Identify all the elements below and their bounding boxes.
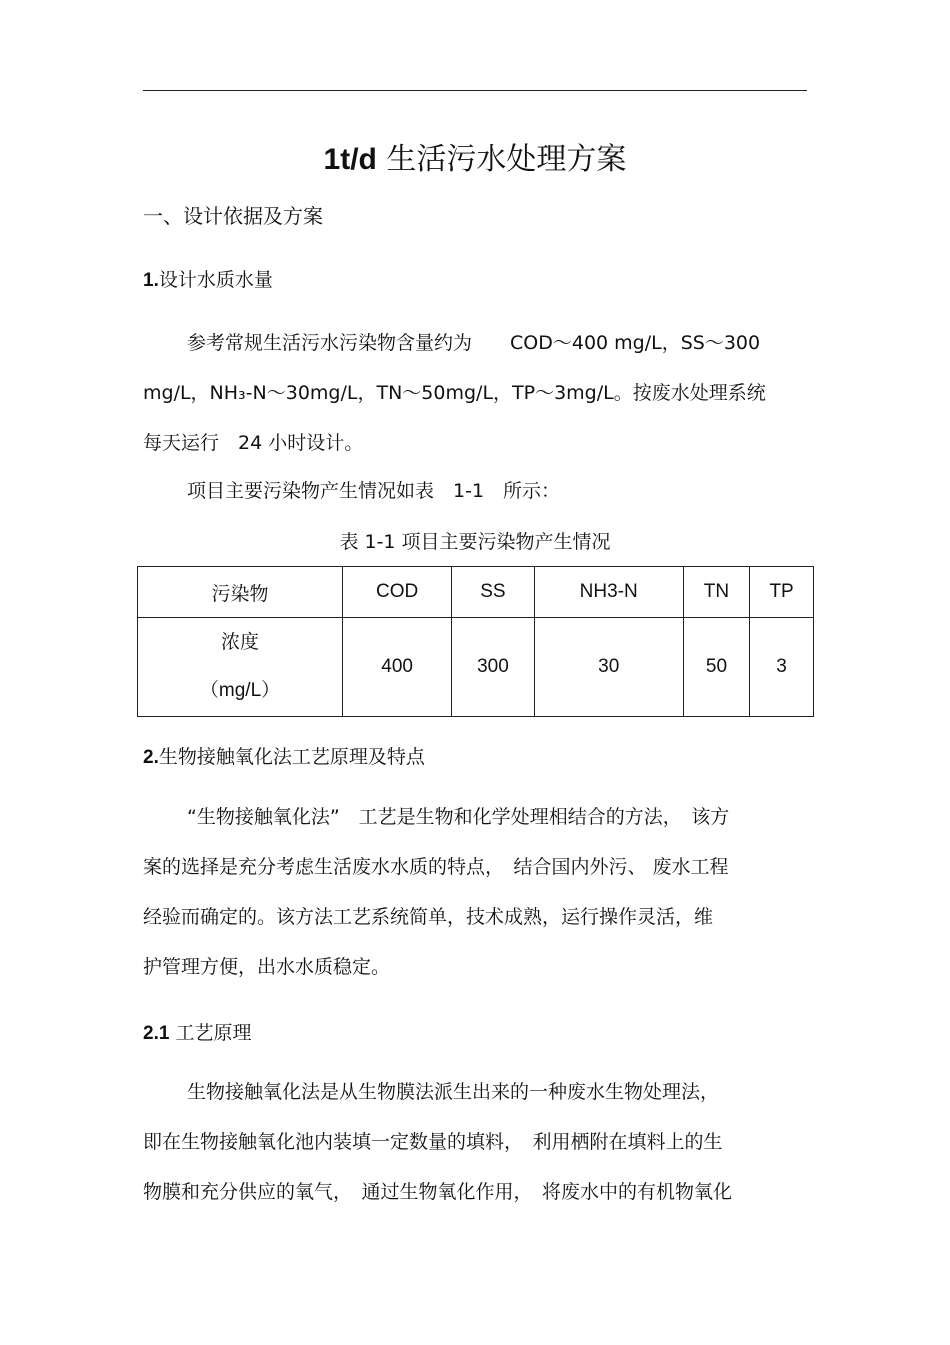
row-label-line: 浓度 xyxy=(221,632,260,653)
paragraph-line: 经验而确定的。该方法工艺系统简单，技术成熟，运行操作灵活，维 xyxy=(143,906,714,928)
table-cell: 50 xyxy=(683,618,749,717)
title-capacity: 1t/d xyxy=(323,143,377,176)
subsection-number: 2.1 xyxy=(143,1023,170,1044)
subsection-heading-2 xyxy=(143,740,425,775)
table-header-cell: NH3-N xyxy=(534,567,683,618)
paragraph-table-intro xyxy=(143,466,813,516)
table-header-cell: TN xyxy=(683,567,749,618)
paragraph-process-principle xyxy=(143,1067,813,1217)
paragraph-line: 即在生物接触氧化池内装填一定数量的填料， 利用栖附在填料上的生 xyxy=(143,1131,723,1153)
paragraph-line: 护管理方便，出水水质稳定。 xyxy=(143,956,391,978)
paragraph-line: “生物接触氧化法” 工艺是生物和化学处理相结合的方法， 该方 xyxy=(187,806,730,828)
paragraph-process-intro xyxy=(143,792,813,992)
table-header-cell: COD xyxy=(343,567,452,618)
header-rule xyxy=(143,90,807,91)
subsection-heading-2-1 xyxy=(143,1016,251,1051)
title-text: 生活污水处理方案 xyxy=(376,142,627,177)
section-heading-1: 一、设计依据及方案 xyxy=(143,204,323,228)
paragraph-line: 每天运行 24 小时设计。 xyxy=(143,432,364,454)
subsection-number: 2. xyxy=(143,747,159,768)
paragraph-line: 生物接触氧化法是从生物膜法派生出来的一种废水生物处理法， xyxy=(187,1081,720,1103)
paragraph-water-quality xyxy=(143,318,813,468)
document-title xyxy=(0,138,950,182)
subsection-text: 生物接触氧化法工艺原理及特点 xyxy=(158,746,425,768)
pollutant-table xyxy=(137,566,814,717)
table-header-cell: SS xyxy=(452,567,535,618)
table-header-row xyxy=(138,567,814,618)
table-row-label xyxy=(138,618,343,717)
table-header-cell: 污染物 xyxy=(138,567,343,618)
subsection-text: 工艺原理 xyxy=(169,1022,252,1044)
table-caption: 表 1-1 项目主要污染物产生情况 xyxy=(339,531,611,553)
table-cell: 400 xyxy=(343,618,452,717)
table-cell: 30 xyxy=(534,618,683,717)
table-header-cell: TP xyxy=(750,567,814,618)
paragraph-line: 物膜和充分供应的氧气， 通过生物氧化作用， 将废水中的有机物氧化 xyxy=(143,1181,733,1203)
row-label-unit: （mg/L） xyxy=(199,680,281,701)
paragraph-line: 参考常规生活污水污染物含量约为 COD～400 mg/L，SS～300 xyxy=(187,332,761,354)
subsection-number: 1. xyxy=(143,270,159,291)
paragraph-line: 案的选择是充分考虑生活废水水质的特点， 结合国内外污、 废水工程 xyxy=(143,856,729,878)
table-row xyxy=(138,618,814,717)
subsection-text: 设计水质水量 xyxy=(158,269,273,291)
table-cell: 3 xyxy=(750,618,814,717)
subsection-heading-1 xyxy=(143,263,273,298)
paragraph-line: 项目主要污染物产生情况如表 1-1 所示： xyxy=(187,480,561,502)
table-cell: 300 xyxy=(452,618,535,717)
paragraph-line: mg/L，NH₃-N～30mg/L，TN～50mg/L，TP～3mg/L。按废水处理系统 xyxy=(143,382,766,404)
